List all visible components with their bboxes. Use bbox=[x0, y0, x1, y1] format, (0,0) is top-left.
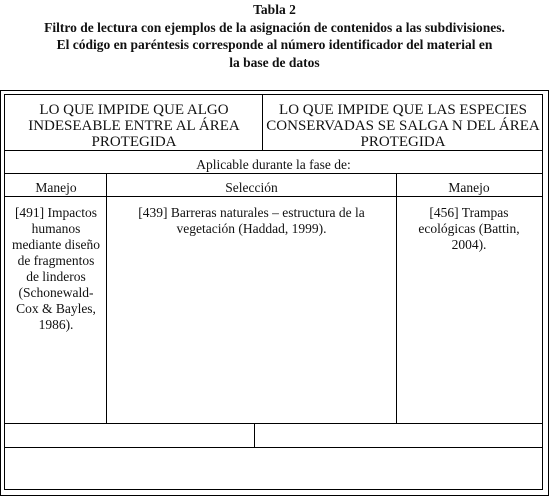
table-caption bbox=[0, 1, 549, 71]
caption-line-1: Filtro de lectura con ejemplos de la asignación de contenidos a las subdivisiones. bbox=[44, 19, 505, 35]
header-left: LO QUE IMPIDE QUE ALGO INDESEABLE ENTRE AL ÁREA PROTEGIDA bbox=[28, 102, 240, 150]
caption-line-2: El código en paréntesis corresponde al número identificador del material en bbox=[56, 37, 493, 52]
divider-col-1 bbox=[106, 174, 107, 423]
header-right: LO QUE IMPIDE QUE LAS ESPECIES CONSERVADAS SE SALGA N DEL ÁREA PROTEGIDA bbox=[266, 102, 540, 150]
divider-empty-row bbox=[254, 424, 255, 448]
cell-manejo-right: [456] Trampas ecológicas (Battin, 2004). bbox=[418, 205, 520, 252]
divider-col-2 bbox=[396, 174, 397, 423]
table-title: Tabla 2 bbox=[253, 2, 296, 17]
rule-below-body bbox=[5, 423, 542, 424]
caption-line-3: la base de datos bbox=[229, 54, 320, 70]
column-header-manejo-left: Manejo bbox=[35, 180, 77, 195]
rule-below-empty-row bbox=[5, 447, 542, 448]
column-header-seleccion: Selección bbox=[225, 180, 278, 195]
cell-seleccion: [439] Barreras naturales – estructura de la vegetación (Haddad, 1999). bbox=[138, 205, 365, 236]
rule-below-columns bbox=[5, 196, 542, 197]
phase-label: Aplicable durante la fase de: bbox=[196, 157, 351, 172]
rule-below-phase bbox=[5, 173, 542, 174]
cell-manejo-left: [491] Impactos humanos mediante diseño de fragmentos de linderos (Schonewald-Cox & Bayles, 1986). bbox=[11, 205, 101, 332]
rule-below-header bbox=[5, 150, 542, 151]
divider-header bbox=[262, 95, 263, 150]
column-header-manejo-right: Manejo bbox=[448, 180, 490, 195]
data-table bbox=[0, 90, 549, 496]
